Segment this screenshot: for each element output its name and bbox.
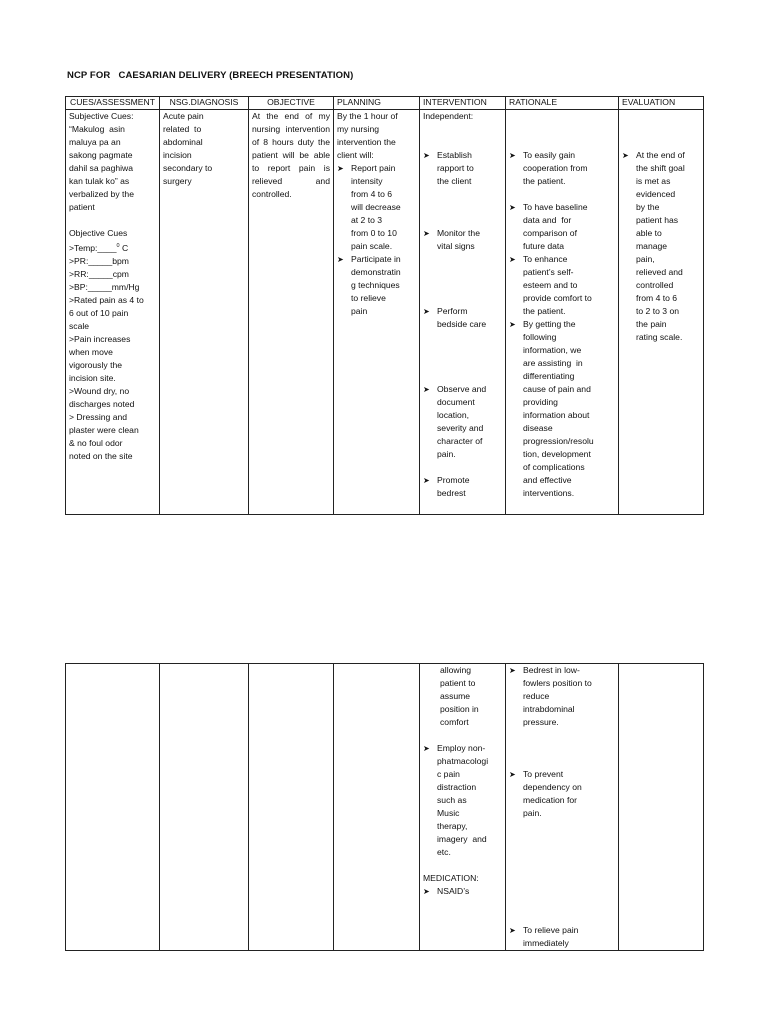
subjective-cues-label: Subjective Cues: xyxy=(69,111,134,121)
header-evaluation: EVALUATION xyxy=(619,97,704,110)
objective-text: At the end of my nursing intervention of 8 hours duty the patient will be able to report pain is relieved and controlled. xyxy=(252,111,330,199)
care-plan-table xyxy=(65,96,704,515)
intervention-cell-continued xyxy=(420,664,506,951)
header-objective: OBJECTIVE xyxy=(249,97,334,110)
objective-cues-label: Objective Cues xyxy=(69,228,128,238)
rationale-item: ➤ To prevent dependency on medication for pain. xyxy=(509,769,582,818)
diagnosis-text: Acute pain related to abdominal incision secondary to surgery xyxy=(163,111,213,186)
temp-cue xyxy=(69,240,156,255)
rationale-item: ➤ To easily gain cooperation from the patient. xyxy=(509,150,588,186)
header-diagnosis: NSG.DIAGNOSIS xyxy=(160,97,249,110)
content-row xyxy=(66,110,704,515)
evaluation-item: ➤ At the end of the shift goal is met as evidenced by the patient has able to manage pain, relieved and controlled from 4 to 6 to 2 to 3 on the pain rating scale. xyxy=(622,150,685,342)
care-plan-table-continued xyxy=(65,663,704,951)
intervention-heading: Independent: xyxy=(423,111,474,121)
intervention-continued-text: allowing patient to assume position in comfort xyxy=(440,665,479,727)
arrowhead-bullet-icon: ➤ xyxy=(509,770,516,779)
planning-cell xyxy=(334,110,420,515)
arrowhead-bullet-icon: ➤ xyxy=(509,926,516,935)
planning-goal: ➤ Report pain intensity from 4 to 6 will decrease at 2 to 3 from 0 to 10 pain scale. xyxy=(337,163,401,251)
temp-text: >Temp:____ xyxy=(69,242,117,253)
objective-cell-empty xyxy=(249,664,334,951)
subjective-cues-text: “Makulog asin maluya pa an sakong pagmate dahil sa paghiwa kan tulak ko” as verbalized by the patient xyxy=(69,124,134,212)
rationale-cell-continued xyxy=(506,664,619,951)
header-planning: PLANNING xyxy=(334,97,420,110)
intervention-item: ➤ Observe and document location, severity and character of pain. xyxy=(423,384,487,459)
medication-item: ➤ NSAID’s xyxy=(423,886,470,896)
arrowhead-bullet-icon: ➤ xyxy=(423,151,430,160)
arrowhead-bullet-icon: ➤ xyxy=(337,255,344,264)
rationale-item: ➤ Bedrest in low- fowlers position to reduce intrabdominal pressure. xyxy=(509,665,592,727)
rationale-item: ➤ To relieve pain immediately xyxy=(509,925,579,948)
intervention-item: ➤ Promote bedrest xyxy=(423,475,470,498)
intervention-item: ➤ Perform bedside care xyxy=(423,306,487,329)
arrowhead-bullet-icon: ➤ xyxy=(423,887,430,896)
rationale-item: ➤ By getting the following information, we are assisting in differentiating cause of pain and providing information about disease progression/resolu tion, development of complications and effective interventions. xyxy=(509,319,594,498)
objective-cues-text: >PR:_____bpm >RR:_____cpm >BP:_____mm/Hg >Rated pain as 4 to 6 out of 10 pain scale >Pain increases when move vigorously the incision site. >Wound dry, no discharges noted > Dressing and plaster were clean & no foul odor noted on the site xyxy=(69,255,144,461)
arrowhead-bullet-icon: ➤ xyxy=(509,666,516,675)
document-title: NCP FOR CAESARIAN DELIVERY (BREECH PRESENTATION) xyxy=(67,70,354,81)
planning-cell-empty xyxy=(334,664,420,951)
arrowhead-bullet-icon: ➤ xyxy=(337,164,344,173)
degree-mark: 0 xyxy=(116,243,120,249)
intervention-item: ➤ Establish rapport to the client xyxy=(423,150,474,186)
rationale-cell xyxy=(506,110,619,515)
planning-goal: ➤ Participate in demonstratin g techniques to relieve pain xyxy=(337,254,401,316)
header-rationale: RATIONALE xyxy=(506,97,619,110)
intervention-item: ➤ Monitor the vital signs xyxy=(423,228,480,251)
diagnosis-cell xyxy=(160,110,249,515)
arrowhead-bullet-icon: ➤ xyxy=(423,744,430,753)
arrowhead-bullet-icon: ➤ xyxy=(509,203,516,212)
intervention-item: ➤ Employ non- phatmacologi c pain distraction such as Music therapy, imagery and etc. xyxy=(423,743,489,857)
arrowhead-bullet-icon: ➤ xyxy=(423,476,430,485)
arrowhead-bullet-icon: ➤ xyxy=(423,385,430,394)
arrowhead-bullet-icon: ➤ xyxy=(509,255,516,264)
rationale-item: ➤ To enhance patient’s self- esteem and to provide comfort to the patient. xyxy=(509,254,592,316)
header-cues: CUES/ASSESSMENT xyxy=(66,97,160,110)
temp-unit: C xyxy=(119,242,129,253)
intervention-cell xyxy=(420,110,506,515)
evaluation-cell xyxy=(619,110,704,515)
evaluation-cell-empty xyxy=(619,664,704,951)
planning-intro: By the 1 hour of my nursing intervention the client will: xyxy=(337,111,398,160)
medication-label: MEDICATION: xyxy=(423,873,479,883)
diagnosis-cell-empty xyxy=(160,664,249,951)
cues-cell xyxy=(66,110,160,515)
cues-cell-empty xyxy=(66,664,160,951)
arrowhead-bullet-icon: ➤ xyxy=(423,307,430,316)
continued-row xyxy=(66,664,704,951)
arrowhead-bullet-icon: ➤ xyxy=(423,229,430,238)
header-intervention: INTERVENTION xyxy=(420,97,506,110)
arrowhead-bullet-icon: ➤ xyxy=(622,151,629,160)
rationale-item: ➤ To have baseline data and for comparison of future data xyxy=(509,202,588,251)
arrowhead-bullet-icon: ➤ xyxy=(509,320,516,329)
objective-cell xyxy=(249,110,334,515)
arrowhead-bullet-icon: ➤ xyxy=(509,151,516,160)
header-row xyxy=(66,97,704,110)
